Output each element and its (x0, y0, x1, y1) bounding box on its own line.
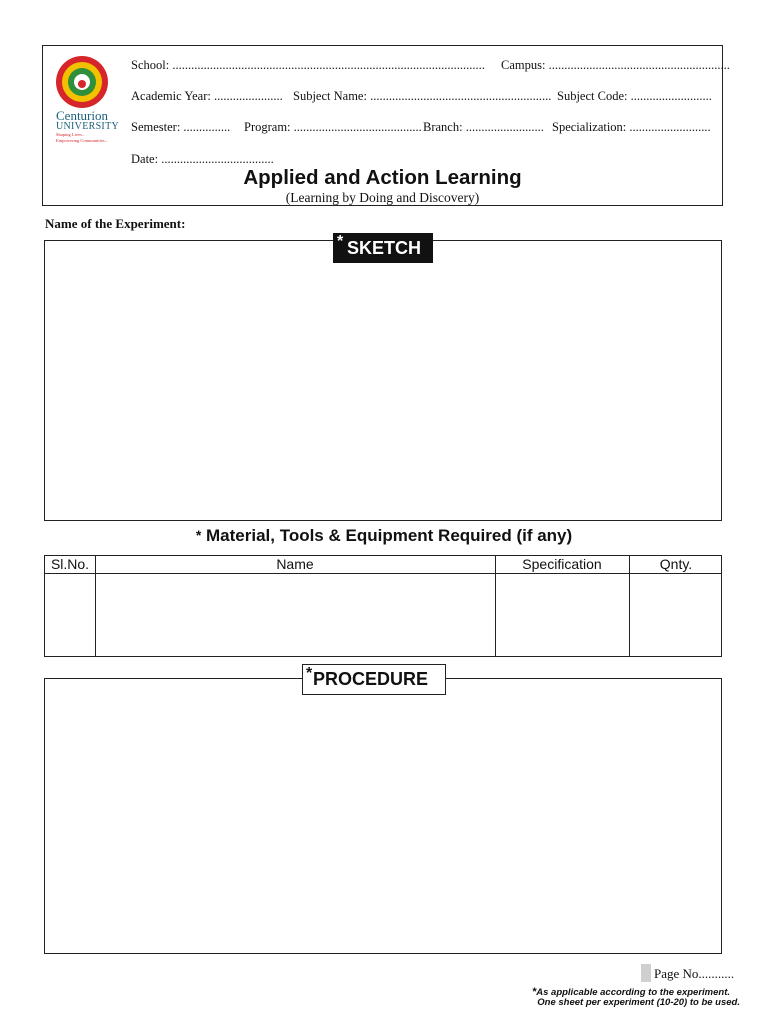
experiment-name-label: Name of the Experiment: (45, 216, 186, 231)
materials-heading (0, 526, 768, 546)
semester-field: Semester: ............... (131, 120, 231, 134)
footnote-text-1: As applicable according to the experiment. (536, 987, 730, 998)
materials-heading-text: Material, Tools & Equipment Required (if any) (206, 526, 573, 545)
procedure-heading (302, 664, 446, 695)
branch-field: Branch: ......................... (423, 120, 544, 134)
header-box (42, 45, 730, 206)
procedure-label: PROCEDURE (313, 669, 429, 689)
asterisk-icon: * (531, 986, 537, 998)
campus-field: Campus: .......................................................... (501, 58, 730, 72)
table-body-cell-slno[interactable] (45, 574, 95, 656)
program-field: Program: ......................................... (244, 120, 422, 134)
page-marker (641, 964, 651, 982)
date-field: Date: .................................... (131, 152, 274, 166)
logo-sub: UNIVERSITY (56, 121, 119, 132)
subject-name-field: Subject Name: .......................................................... (293, 89, 552, 103)
asterisk-icon: * (195, 527, 202, 543)
footnote-line-2: One sheet per experiment (10-20) to be used. (537, 997, 740, 1008)
asterisk-icon: * (337, 233, 344, 250)
table-body-cell-specification[interactable] (496, 574, 629, 656)
sketch-area[interactable] (44, 240, 722, 521)
column-header-specification: Specification (522, 556, 602, 572)
page-number-field: Page No........... (654, 966, 735, 981)
specialization-field: Specialization: .......................... (552, 120, 711, 134)
logo-name: Centurion (56, 108, 108, 123)
page-subtitle: (Learning by Doing and Discovery) (285, 190, 480, 205)
materials-table (44, 555, 722, 657)
asterisk-icon: * (306, 665, 313, 682)
academic-year-field: Academic Year: ...................... (131, 89, 283, 103)
university-logo (53, 52, 121, 152)
sketch-label: SKETCH (347, 238, 422, 258)
column-header-name: Name (276, 556, 314, 572)
column-header-qnty: Qnty. (659, 556, 693, 572)
page-title: Applied and Action Learning (243, 166, 522, 189)
subject-code-field: Subject Code: .......................... (557, 89, 712, 103)
table-body-cell-qnty[interactable] (630, 574, 720, 656)
school-field: School: .................................................................................................... (131, 58, 485, 72)
column-header-slno: Sl.No. (50, 556, 90, 572)
logo-tagline-2: Empowering Communities... (56, 138, 108, 143)
procedure-area[interactable] (44, 678, 722, 954)
table-body-cell-name[interactable] (96, 574, 495, 656)
logo-tagline-1: Shaping Lives... (56, 132, 86, 137)
sketch-heading (333, 233, 433, 263)
